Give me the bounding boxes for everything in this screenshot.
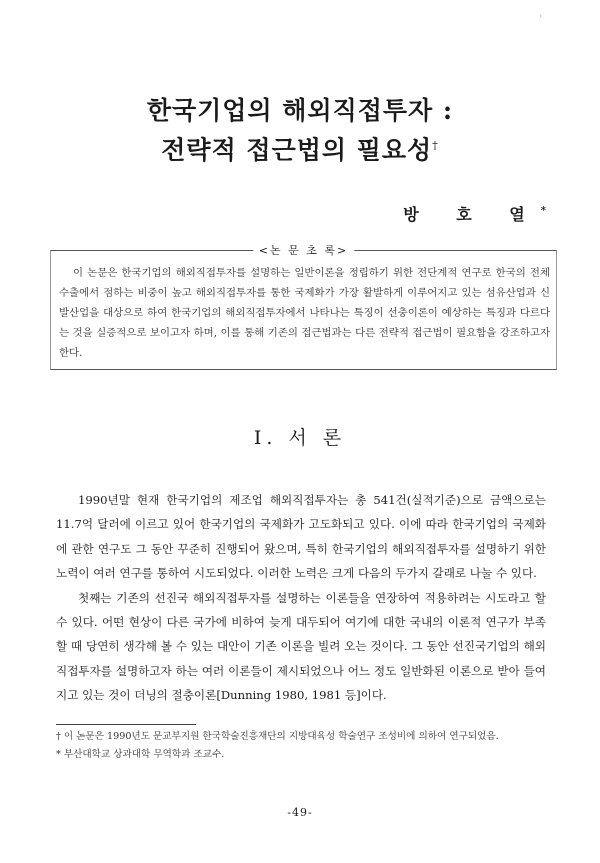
title-line-2 [0, 129, 600, 167]
title-footnote-mark: † [432, 139, 439, 152]
footnotes [56, 729, 548, 765]
footnote-1: † 이 논문은 1990년도 문교부지원 한국학술진흥재단의 지방대육성 학술연구 조성비에 의하여 연구되었음. [56, 731, 499, 742]
body-paragraph-2: 첫째는 기존의 선진국 해외직접투자를 설명하는 이론들을 연장하여 적용하려는 시도라고 할 수 있다. 어떤 현상이 다른 국가에 비하여 늦게 대두되어 여기에 대한 국내의 이론적 연구가 부족할 때 당연히 생각해 볼 수 있는 대안이 기존 이론을 빌려 오는 것이다. 그 동안 선진국기업의 해외직접투자를 설명하고자 하는 여러 이론들이 제시되었으나 어느 정도 일반화된 이론으로 받아 들여지고 있는 것이 더닝의 절충이론[Dunning 1980, 1981 등]이다. [56, 590, 546, 703]
footnote-2: * 부산대학교 상과대학 무역학과 조교수. [56, 749, 225, 760]
section-heading: I. 서 론 [253, 427, 347, 449]
title-line-2-text: 전략적 접근법의 필요성 [161, 135, 433, 165]
footnote-divider [56, 724, 196, 725]
corner-mark: ' [539, 14, 542, 23]
body-text [56, 488, 546, 708]
title-line-1: 한국기업의 해외직접투자 : [146, 96, 454, 125]
author [403, 202, 546, 225]
body-paragraph-1: 1990년말 현재 한국기업의 제조업 해외직접투자는 총 541건(실적기준)으로 금액으로는 11.7억 달러에 이르고 있어 한국기업의 국제화가 고도화되고 있다. 이에 따라 한국기업의 국제화에 관한 연구도 그 동안 꾸준히 진행되어 왔으며, 특히 한국기업의 해외직접투자를 설명하기 위한 노력이 여러 연구를 통하여 시도되었다. 이러한 노력은 크게 다음의 두가지 갈래로 나눌 수 있다. [56, 493, 546, 581]
author-name: 방 호 열 [403, 205, 541, 224]
page-number: -49- [287, 806, 313, 819]
abstract-box [50, 244, 557, 370]
abstract-text: 이 논문은 한국기업의 해외직접투자를 설명하는 일반이론을 정립하기 위한 전단계적 연구로 한국의 전체수출에서 점하는 비중이 높고 해외직접투자를 통한 국제화가 가장 활발하게 이루어지고 있는 섬유산업과 신발산업을 대상으로 하여 한국기업의 해외직접투자에서 나타나는 특징이 선충이론이 예상하는 특징과 다르다는 것을 실증적으로 보이고자 하며, 이를 통해 기존의 접근법과는 다른 전략적 접근법이 필요함을 강조하고자 한다. [59, 267, 550, 359]
author-footnote-mark: * [540, 205, 546, 217]
abstract-label: <논 문 초 록> [253, 242, 354, 258]
